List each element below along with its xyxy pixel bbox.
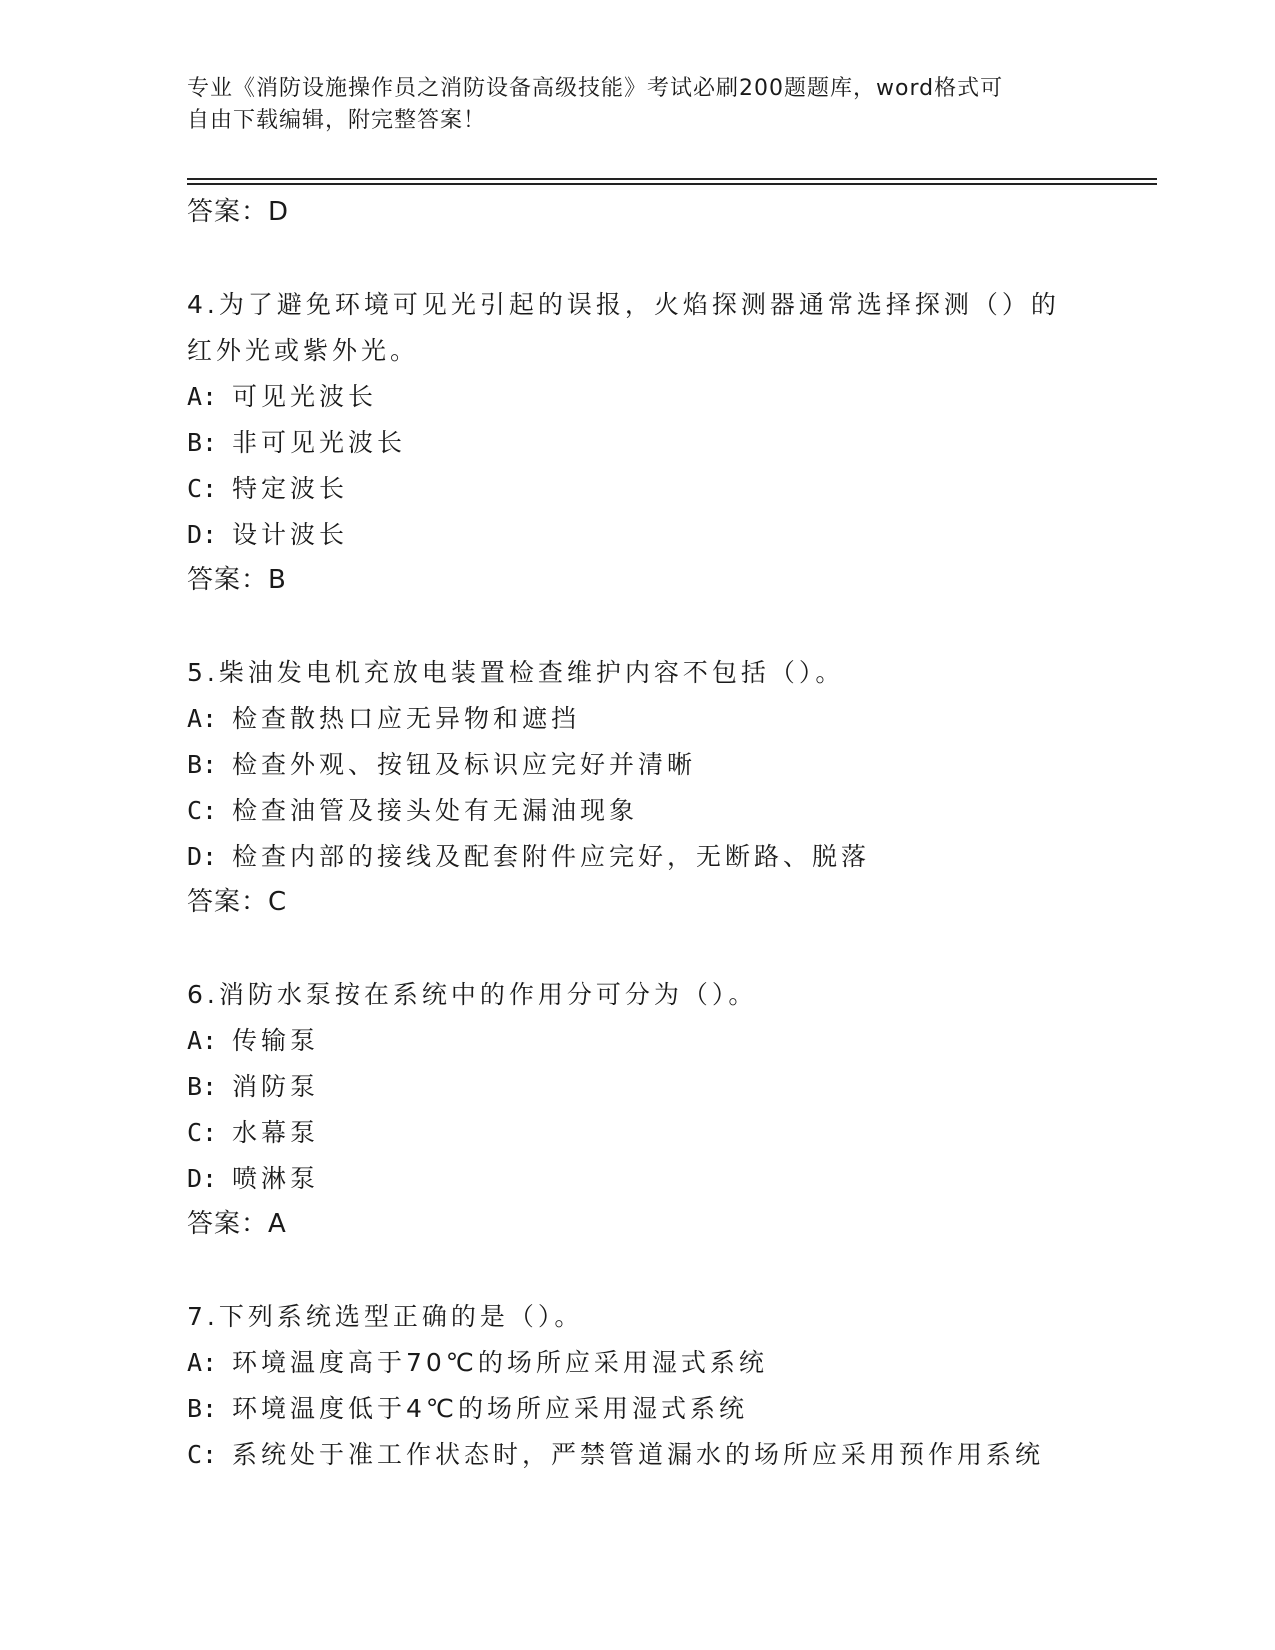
- option-key: D:: [187, 842, 218, 871]
- option-text: 检查散热口应无异物和遮挡: [232, 704, 581, 733]
- answer-line: 答案：B: [187, 565, 287, 595]
- option-text: 检查油管及接头处有无漏油现象: [232, 796, 639, 825]
- option-key: C:: [187, 474, 218, 503]
- question-block: [187, 1294, 1087, 1478]
- option-d: [187, 512, 1087, 558]
- question-stem: 6.消防水泵按在系统中的作用分可分为（）。: [187, 980, 758, 1009]
- question-block: [187, 972, 1087, 1246]
- option-key: A:: [187, 1348, 218, 1377]
- option-b: [187, 1386, 1087, 1432]
- option-a: [187, 1018, 1087, 1064]
- option-key: B:: [187, 1394, 218, 1423]
- option-a: [187, 1340, 1087, 1386]
- option-key: B:: [187, 428, 218, 457]
- question-stem: 5.柴油发电机充放电装置检查维护内容不包括（）。: [187, 658, 845, 687]
- answer-line: 答案：D: [187, 197, 290, 227]
- option-text: 喷淋泵: [232, 1164, 320, 1193]
- option-a: [187, 696, 1087, 742]
- option-c: [187, 1110, 1087, 1156]
- option-b: [187, 1064, 1087, 1110]
- header-divider-bottom: [187, 183, 1157, 185]
- option-text: 可见光波长: [232, 382, 378, 411]
- option-key: C:: [187, 796, 218, 825]
- option-key: C:: [187, 1440, 218, 1469]
- option-c: [187, 788, 1087, 834]
- option-key: A:: [187, 1026, 218, 1055]
- question-stem: 4.为了避免环境可见光引起的误报，火焰探测器通常选择探测（）的红外光或紫外光。: [187, 290, 1060, 365]
- question-block: [187, 650, 1087, 924]
- answer-line: 答案：A: [187, 1209, 287, 1239]
- option-d: [187, 1156, 1087, 1202]
- option-key: B:: [187, 750, 218, 779]
- option-key: C:: [187, 1118, 218, 1147]
- header-line-2: 自由下载编辑，附完整答案！: [187, 108, 487, 133]
- option-d: [187, 834, 1087, 880]
- option-c: [187, 1432, 1087, 1478]
- option-key: A:: [187, 382, 218, 411]
- option-text: 传输泵: [232, 1026, 320, 1055]
- option-b: [187, 742, 1087, 788]
- option-text: 检查内部的接线及配套附件应完好，无断路、脱落: [232, 842, 871, 871]
- header-divider-top: [187, 178, 1157, 180]
- option-text: 设计波长: [232, 520, 349, 549]
- option-a: [187, 374, 1087, 420]
- option-text: 环境温度高于70℃的场所应采用湿式系统: [232, 1348, 768, 1377]
- option-text: 消防泵: [232, 1072, 320, 1101]
- option-c: [187, 466, 1087, 512]
- option-key: A:: [187, 704, 218, 733]
- option-key: D:: [187, 1164, 218, 1193]
- option-text: 环境温度低于4℃的场所应采用湿式系统: [232, 1394, 748, 1423]
- option-key: D:: [187, 520, 218, 549]
- header-line-1: 专业《消防设施操作员之消防设备高级技能》考试必刷200题题库，word格式可: [187, 76, 1004, 101]
- question-list: [187, 190, 1087, 1478]
- option-text: 水幕泵: [232, 1118, 320, 1147]
- option-text: 特定波长: [232, 474, 349, 503]
- option-text: 系统处于准工作状态时，严禁管道漏水的场所应采用预作用系统: [232, 1440, 1045, 1469]
- question-stem: 7.下列系统选型正确的是（）。: [187, 1302, 584, 1331]
- document-header: [187, 73, 1087, 137]
- option-key: B:: [187, 1072, 218, 1101]
- question-block: [187, 282, 1087, 602]
- option-text: 非可见光波长: [232, 428, 407, 457]
- option-text: 检查外观、按钮及标识应完好并清晰: [232, 750, 697, 779]
- option-b: [187, 420, 1087, 466]
- answer-line: 答案：C: [187, 887, 288, 917]
